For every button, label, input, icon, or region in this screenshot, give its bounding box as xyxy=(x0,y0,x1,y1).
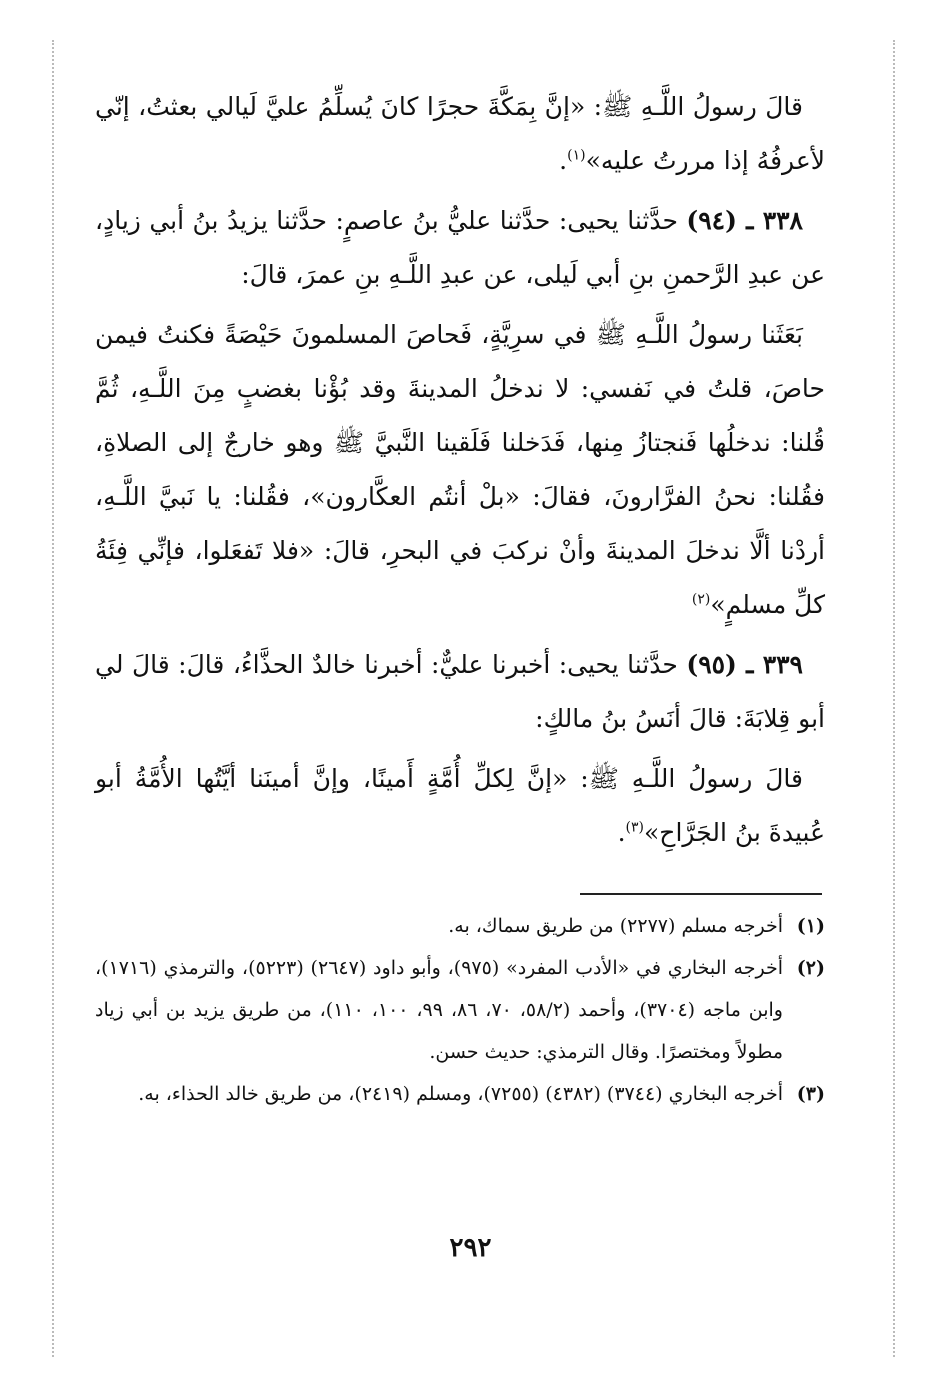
footnote-1-number: (١) xyxy=(796,915,825,937)
footnotes xyxy=(95,905,825,1115)
hadith-338-matn: بَعَثَنا رسولُ اللَّـهِ ﷺ في سرِيَّةٍ، فَحاصَ المسلمونَ حَيْصَةً فكنتُ فيمن حاصَ، قلتُ في نَفسي: لا ندخلُ المدينةَ وقد بُؤْنا بغضبٍ مِنَ اللَّـهِ، ثُمَّ قُلنا: ندخلُها فَنجتازُ مِنها، فَدَخلنا فَلَقينا النَّبيَّ ﷺ وهو خارجٌ إلى الصلاةِ، فقُلنا: نحنُ الفرَّارونَ، فقالَ: «بلْ أنتُم العكَّارون»، فقُلنا: يا نَبيَّ اللَّـهِ، أردْنا ألَّا ندخلَ المدينةَ وأنْ نركبَ في البحرِ، قالَ: «فلا تَفعَلوا، فإنِّي فِئَةُ كلِّ مسلمٍ» xyxy=(95,320,825,619)
hadith-339-matn: قالَ رسولُ اللَّـهِ ﷺ: «إنَّ لِكلِّ أُمَّةٍ أَمينًا، وإنَّ أمينَنا أيَّتُها الأُمَّةُ أبو عُبيدةَ بنُ الجَرَّاحِ» xyxy=(95,764,825,847)
hadith-339-header xyxy=(95,638,825,746)
paragraph-5-end: . xyxy=(617,818,626,847)
footnote-2-text: أخرجه البخاري في «الأدب المفرد» (٩٧٥)، وأبو داود (٢٦٤٧) (٥٢٢٣)، والترمذي (١٧١٦)، وابن ماجه (٣٧٠٤)، وأحمد (٥٨/٢، ٧٠، ٨٦، ٩٩، ١٠٠، ١١٠)، من طريق يزيد بن أبي زياد مطولاً ومختصرًا. وقال الترمذي: حديث حسن. xyxy=(95,957,783,1063)
paragraph-1-text: قالَ رسولُ اللَّـهِ ﷺ: «إنَّ بِمَكَّةَ حجرًا كانَ يُسلِّمُ عليَّ لَيالي بعثتُ، إنّي لأعرفُهُ إذا مررتُ عليه» xyxy=(95,92,825,175)
footnote-1-text: أخرجه مسلم (٢٢٧٧) من طريق سماك، به. xyxy=(448,915,783,937)
footnote-ref-1: (١) xyxy=(567,147,586,164)
hadith-339-number: ٣٣٩ ـ (٩٥) xyxy=(686,650,803,679)
main-text xyxy=(95,80,825,866)
footnote-1 xyxy=(95,905,825,947)
hadith-338-header xyxy=(95,194,825,302)
footnote-3 xyxy=(95,1073,825,1115)
hadith-339-text xyxy=(95,752,825,860)
hadith-339-isnad: حدَّثنا يحيى: أخبرنا عليٌّ: أخبرنا خالدٌ الحذَّاءُ، قالَ: قالَ لي أبو قِلابَةَ: قالَ أنَسُ بنُ مالكٍ: xyxy=(95,650,825,733)
right-margin-guide xyxy=(893,40,895,1357)
footnote-ref-3: (٣) xyxy=(625,819,645,836)
page-number: ٢٩٢ xyxy=(449,1233,492,1263)
footnote-2-number: (٢) xyxy=(796,957,825,979)
hadith-338-text xyxy=(95,308,825,632)
hadith-338-number: ٣٣٨ ـ (٩٤) xyxy=(686,206,803,235)
footnote-ref-2: (٢) xyxy=(691,591,711,608)
footnote-separator xyxy=(580,893,822,895)
left-margin-guide xyxy=(52,40,54,1357)
footnote-3-text: أخرجه البخاري (٣٧٤٤) (٤٣٨٢) (٧٢٥٥)، ومسلم (٢٤١٩)، من طريق خالد الحذاء، به. xyxy=(138,1083,783,1105)
paragraph-1-end: . xyxy=(559,146,568,175)
paragraph-1 xyxy=(95,80,825,188)
footnote-3-number: (٣) xyxy=(796,1083,825,1105)
footnote-2 xyxy=(95,947,825,1073)
hadith-338-isnad: حدَّثنا يحيى: حدَّثنا عليُّ بنُ عاصمٍ: حدَّثنا يزيدُ بنُ أبي زيادٍ، عن عبدِ الرَّحمنِ بنِ أبي لَيلى، عن عبدِ اللَّـهِ بنِ عمرَ، قالَ: xyxy=(95,206,825,289)
